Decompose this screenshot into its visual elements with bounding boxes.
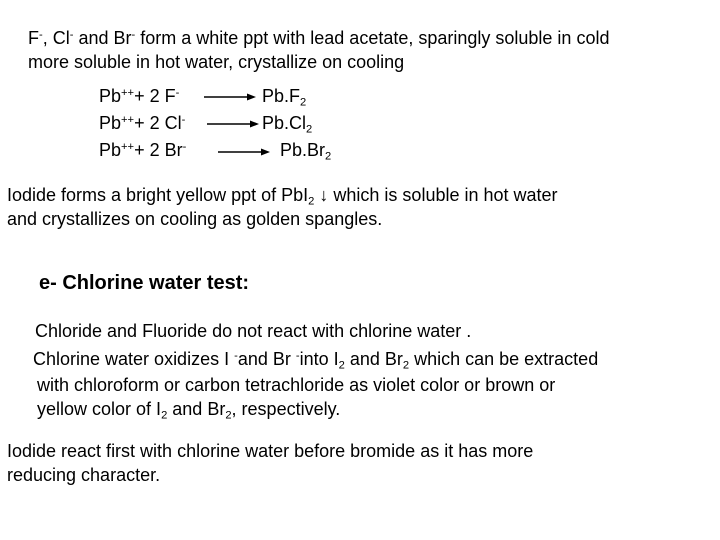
iodide-line-1 (7, 185, 558, 206)
halide-term: + 2 F (134, 86, 176, 106)
reaction-arrow-icon (207, 119, 259, 129)
reaction-arrow-icon (204, 92, 256, 102)
charge-minus: - (131, 28, 136, 41)
reaction-reactants (99, 86, 179, 107)
subscript: 2 (402, 359, 410, 372)
lead-charge: ++ (121, 113, 135, 126)
iodide-line-2: and crystallizes on cooling as golden spangles. (7, 209, 383, 229)
halide-term: + 2 Cl (134, 113, 182, 133)
product-formula: Pb.Cl (262, 113, 307, 133)
lead-charge: ++ (121, 86, 135, 99)
halide-term: + 2 Br (134, 140, 183, 160)
intro-text: form a white ppt with lead acetate, sparingly soluble in cold (135, 28, 610, 48)
reaction-reactants (99, 113, 185, 134)
chloride-symbol: , Cl (42, 28, 70, 48)
reactivity-line-2: reducing character. (7, 465, 161, 485)
text-segment: Chlorine water oxidizes I (33, 349, 235, 369)
text-segment: yellow color of I (37, 399, 162, 419)
halide-charge: - (175, 86, 180, 99)
chlorine-line-2 (33, 349, 598, 370)
intro-line-1 (28, 28, 609, 49)
reaction-product (280, 140, 331, 161)
chlorine-line-3: with chloroform or carbon tetrachloride as violet color or brown or (37, 375, 556, 395)
halide-charge: - (181, 113, 186, 126)
text-segment: and Br (167, 399, 226, 419)
precipitate-arrow-icon: ↓ (319, 185, 329, 205)
reaction-product (262, 86, 306, 107)
halide-charge: - (182, 140, 187, 153)
subscript: 2 (225, 409, 232, 422)
iodide-subscript: 2 (308, 195, 315, 208)
intro-line-2: more soluble in hot water, crystallize on cooling (28, 52, 405, 72)
subscript: 2 (161, 409, 168, 422)
lead-charge: ++ (121, 140, 135, 153)
charge-minus: - (69, 28, 74, 41)
iodide-text-rest: which is soluble in hot water (328, 185, 558, 205)
text-segment: into I (299, 349, 339, 369)
product-subscript: 2 (325, 150, 332, 163)
lead-symbol: Pb (99, 140, 122, 160)
text-segment: and Br (237, 349, 296, 369)
subscript: 2 (338, 359, 345, 372)
text-segment: which can be extracted (409, 349, 599, 369)
reaction-arrow-icon (218, 147, 270, 157)
reaction-reactants (99, 140, 186, 161)
section-heading: e- Chlorine water test: (39, 272, 250, 294)
charge-minus: - (234, 349, 238, 362)
charge-minus: - (295, 349, 300, 362)
product-formula: Pb.F (262, 86, 301, 106)
charge-minus: - (39, 28, 43, 41)
bromide-symbol: and Br (73, 28, 132, 48)
lead-symbol: Pb (99, 113, 122, 133)
text-segment: and Br (344, 349, 403, 369)
text-segment: , respectively. (231, 399, 341, 419)
lead-symbol: Pb (99, 86, 122, 106)
iodide-text: Iodide forms a bright yellow ppt of PbI (7, 185, 309, 205)
reactivity-line-1: Iodide react first with chlorine water before bromide as it has more (7, 441, 534, 461)
product-subscript: 2 (306, 123, 313, 136)
chlorine-line-4 (37, 399, 340, 420)
product-formula: Pb.Br (280, 140, 326, 160)
reaction-product (262, 113, 312, 134)
fluoride-symbol: F (28, 28, 39, 48)
product-subscript: 2 (300, 96, 307, 109)
chlorine-line-1: Chloride and Fluoride do not react with chlorine water . (35, 321, 472, 341)
